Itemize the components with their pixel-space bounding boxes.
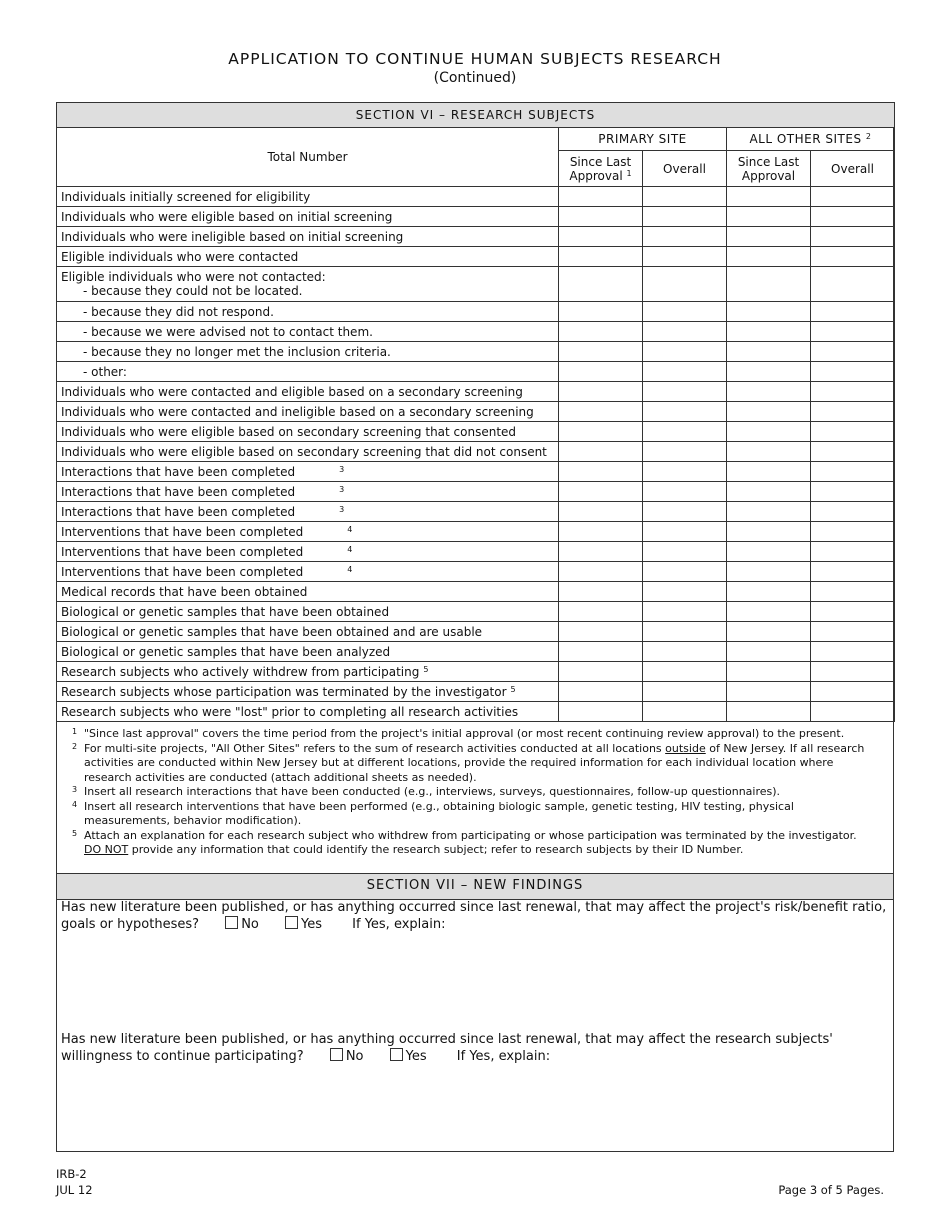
other-since-last-cell[interactable]	[727, 267, 811, 302]
row-label: - because we were advised not to contact them.	[57, 322, 559, 342]
q1-no-checkbox[interactable]	[225, 916, 238, 929]
row-label: - other:	[57, 362, 559, 382]
page-title: APPLICATION TO CONTINUE HUMAN SUBJECTS RESEARCH	[228, 50, 722, 68]
table-row	[57, 562, 895, 582]
table-row	[57, 322, 895, 342]
other-since-last-cell[interactable]	[727, 482, 811, 502]
other-overall-cell[interactable]	[811, 582, 895, 602]
other-since-last-cell[interactable]	[727, 642, 811, 662]
primary-overall-cell[interactable]	[643, 582, 727, 602]
table-row	[57, 622, 895, 642]
other-since-last-cell[interactable]	[727, 247, 811, 267]
primary-since-last-cell[interactable]	[559, 462, 643, 482]
table-row	[57, 442, 895, 462]
table-row	[57, 227, 895, 247]
primary-since-last-cell[interactable]	[559, 522, 643, 542]
research-subjects-table	[56, 102, 895, 722]
other-overall-cell[interactable]	[811, 602, 895, 622]
row-label: Individuals who were contacted and eligible based on a secondary screening	[57, 382, 559, 402]
footnote-1: 1 "Since last approval" covers the time period from the project's initial approval (or most recent continuing review approval) to the present.	[72, 727, 845, 740]
primary-since-last-cell[interactable]	[559, 482, 643, 502]
other-overall-cell[interactable]	[811, 227, 895, 247]
other-overall-cell[interactable]	[811, 267, 895, 302]
form-id: IRB-2	[56, 1167, 87, 1181]
primary-since-last-cell[interactable]	[559, 302, 643, 322]
form-frame	[56, 102, 894, 1152]
other-since-last-cell[interactable]	[727, 227, 811, 247]
table-row	[57, 582, 895, 602]
other-overall-cell[interactable]	[811, 562, 895, 582]
primary-overall-cell[interactable]	[643, 302, 727, 322]
other-overall-cell[interactable]	[811, 322, 895, 342]
other-overall-cell[interactable]	[811, 662, 895, 682]
other-since-last-cell[interactable]	[727, 682, 811, 702]
other-since-last-cell[interactable]	[727, 462, 811, 482]
table-row	[57, 402, 895, 422]
table-row	[57, 702, 895, 722]
row-label: Eligible individuals who were contacted	[57, 247, 559, 267]
footnote-4: 4 Insert all research interventions that have been performed (e.g., obtaining biologic sample, genetic testing, HIV testing, physical measurements, behavior modification).	[72, 799, 794, 827]
primary-since-last-cell[interactable]	[559, 702, 643, 722]
primary-overall-cell[interactable]	[643, 362, 727, 382]
primary-since-last-cell[interactable]	[559, 682, 643, 702]
row-label: - because they no longer met the inclusion criteria.	[57, 342, 559, 362]
page-number: Page 3 of 5 Pages.	[778, 1183, 884, 1197]
row-label: Individuals who were contacted and ineligible based on a secondary screening	[57, 402, 559, 422]
other-overall-cell[interactable]	[811, 362, 895, 382]
primary-overall-cell[interactable]	[643, 622, 727, 642]
other-since-last-cell[interactable]	[727, 602, 811, 622]
q2-no-checkbox[interactable]	[330, 1048, 343, 1061]
other-overall-cell[interactable]	[811, 422, 895, 442]
primary-overall-cell[interactable]	[643, 187, 727, 207]
primary-overall-cell[interactable]	[643, 267, 727, 302]
primary-overall-cell[interactable]	[643, 422, 727, 442]
primary-overall-cell[interactable]	[643, 602, 727, 622]
row-label: Biological or genetic samples that have been obtained and are usable	[57, 622, 559, 642]
table-row	[57, 187, 895, 207]
primary-site-header: PRIMARY SITE	[559, 128, 727, 151]
primary-since-last-cell[interactable]	[559, 422, 643, 442]
primary-since-last-cell[interactable]	[559, 187, 643, 207]
footnotes	[57, 727, 893, 858]
row-label: Interventions that have been completed $^4$	[57, 522, 559, 542]
row-label: Individuals initially screened for eligibility	[57, 187, 559, 207]
row-label: Research subjects who were "lost" prior to completing all research activities	[57, 702, 559, 722]
q2-yes-checkbox[interactable]	[390, 1048, 403, 1061]
primary-since-last-cell[interactable]	[559, 227, 643, 247]
footnote-3: 3 Insert all research interactions that have been conducted (e.g., interviews, surveys, questionnaires, follow-up questionnaires).	[72, 785, 781, 798]
page-subtitle: (Continued)	[433, 70, 517, 86]
other-overall-cell[interactable]	[811, 462, 895, 482]
row-label: Biological or genetic samples that have been obtained	[57, 602, 559, 622]
other-overall-cell[interactable]	[811, 522, 895, 542]
other-overall-cell[interactable]	[811, 642, 895, 662]
primary-overall-cell[interactable]	[643, 522, 727, 542]
other-overall-cell[interactable]	[811, 442, 895, 462]
table-row	[57, 522, 895, 542]
primary-since-last-cell[interactable]	[559, 207, 643, 227]
primary-overall-cell[interactable]	[643, 442, 727, 462]
form-date: JUL 12	[56, 1183, 93, 1197]
other-sites-header: ALL OTHER SITES $^2$	[727, 128, 895, 151]
primary-overall-cell[interactable]	[643, 542, 727, 562]
other-overall-cell[interactable]	[811, 542, 895, 562]
other-overall-cell[interactable]	[811, 342, 895, 362]
section-6-header: SECTION VI – RESEARCH SUBJECTS	[57, 103, 895, 128]
table-row	[57, 542, 895, 562]
table-row	[57, 382, 895, 402]
other-since-last-cell[interactable]	[727, 302, 811, 322]
row-label: Research subjects who actively withdrew from participating $^5$	[57, 662, 559, 682]
primary-since-last-cell[interactable]	[559, 622, 643, 642]
row-label: Interventions that have been completed $^4$	[57, 562, 559, 582]
other-overall-cell[interactable]	[811, 682, 895, 702]
other-overall-cell[interactable]	[811, 247, 895, 267]
primary-since-last-cell[interactable]	[559, 602, 643, 622]
primary-overall-cell[interactable]	[643, 562, 727, 582]
other-overall-cell[interactable]	[811, 402, 895, 422]
table-row	[57, 207, 895, 227]
form-id-block	[56, 1166, 93, 1198]
primary-since-last-cell[interactable]	[559, 502, 643, 522]
total-number-header: Total Number	[57, 128, 559, 187]
table-row	[57, 247, 895, 267]
other-overall-cell[interactable]	[811, 382, 895, 402]
primary-overall-cell[interactable]	[643, 227, 727, 247]
primary-overall-cell[interactable]	[643, 642, 727, 662]
other-since-last-cell[interactable]	[727, 542, 811, 562]
table-row	[57, 302, 895, 322]
other-since-last-cell[interactable]	[727, 422, 811, 442]
table-row	[57, 682, 895, 702]
primary-since-last-cell[interactable]	[559, 582, 643, 602]
primary-overall-cell[interactable]	[643, 462, 727, 482]
primary-overall-cell[interactable]	[643, 502, 727, 522]
other-since-last-cell[interactable]	[727, 622, 811, 642]
row-label: Individuals who were eligible based on secondary screening that consented	[57, 422, 559, 442]
primary-overall-cell[interactable]	[643, 402, 727, 422]
question-risk-benefit: Has new literature been published, or has anything occurred since last renewal, that may affect the project's risk/benefit ratio, goals or hypotheses? No Yes If Yes, explain:	[61, 900, 887, 932]
other-since-last-cell[interactable]	[727, 402, 811, 422]
primary-since-last-cell[interactable]	[559, 247, 643, 267]
other-overall-cell[interactable]	[811, 622, 895, 642]
primary-since-last-cell[interactable]	[559, 562, 643, 582]
row-label: Interactions that have been completed $^3$	[57, 482, 559, 502]
primary-since-last-cell[interactable]	[559, 542, 643, 562]
table-row	[57, 482, 895, 502]
other-since-last-cell[interactable]	[727, 662, 811, 682]
primary-since-last-header: Since Last Approval $^1$	[559, 151, 643, 187]
row-label: Interventions that have been completed $^4$	[57, 542, 559, 562]
primary-since-last-cell[interactable]	[559, 267, 643, 302]
other-since-last-cell[interactable]	[727, 207, 811, 227]
other-since-last-cell[interactable]	[727, 187, 811, 207]
primary-overall-cell[interactable]	[643, 342, 727, 362]
other-since-last-cell[interactable]	[727, 322, 811, 342]
other-overall-header: Overall	[811, 151, 895, 187]
primary-since-last-cell[interactable]	[559, 402, 643, 422]
primary-overall-cell[interactable]	[643, 482, 727, 502]
table-row	[57, 642, 895, 662]
row-label: Research subjects whose participation was terminated by the investigator $^5$	[57, 682, 559, 702]
other-since-last-cell[interactable]	[727, 702, 811, 722]
footnote-2: 2 For multi-site projects, "All Other Sites" refers to the sum of research activities conducted at all locations outside of New Jersey. If all research activities are conducted within New Jersey but at different locations, provide the required information for each individual location where research activities are conducted (attach additional sheets as needed).	[72, 741, 865, 784]
other-overall-cell[interactable]	[811, 702, 895, 722]
row-label: Interactions that have been completed $^3$	[57, 502, 559, 522]
primary-overall-cell[interactable]	[643, 662, 727, 682]
other-since-last-cell[interactable]	[727, 582, 811, 602]
other-since-last-header: Since Last Approval	[727, 151, 811, 187]
primary-overall-cell[interactable]	[643, 682, 727, 702]
q1-yes-checkbox[interactable]	[285, 916, 298, 929]
table-row	[57, 422, 895, 442]
footnote-5: 5 Attach an explanation for each research subject who withdrew from participating or whose participation was terminated by the investigator. DO NOT provide any information that could identify the research subject; refer to research subjects by their ID Number.	[72, 828, 857, 856]
primary-overall-cell[interactable]	[643, 322, 727, 342]
primary-since-last-cell[interactable]	[559, 342, 643, 362]
table-row	[57, 362, 895, 382]
other-since-last-cell[interactable]	[727, 562, 811, 582]
table-row	[57, 502, 895, 522]
other-since-last-cell[interactable]	[727, 342, 811, 362]
row-label: - because they did not respond.	[57, 302, 559, 322]
primary-since-last-cell[interactable]	[559, 662, 643, 682]
other-overall-cell[interactable]	[811, 502, 895, 522]
question-willingness: Has new literature been published, or has anything occurred since last renewal, that may affect the research subjects' willingness to continue participating? No Yes If Yes, explain:	[61, 1032, 833, 1064]
primary-since-last-cell[interactable]	[559, 362, 643, 382]
primary-overall-header: Overall	[643, 151, 727, 187]
primary-since-last-cell[interactable]	[559, 322, 643, 342]
table-row	[57, 662, 895, 682]
row-label: Individuals who were ineligible based on initial screening	[57, 227, 559, 247]
primary-since-last-cell[interactable]	[559, 382, 643, 402]
table-row	[57, 602, 895, 622]
other-since-last-cell[interactable]	[727, 362, 811, 382]
primary-overall-cell[interactable]	[643, 247, 727, 267]
row-label: Individuals who were eligible based on initial screening	[57, 207, 559, 227]
other-overall-cell[interactable]	[811, 482, 895, 502]
primary-since-last-cell[interactable]	[559, 442, 643, 462]
other-overall-cell[interactable]	[811, 302, 895, 322]
other-overall-cell[interactable]	[811, 187, 895, 207]
row-label: Individuals who were eligible based on secondary screening that did not consent	[57, 442, 559, 462]
row-label: Biological or genetic samples that have been analyzed	[57, 642, 559, 662]
table-row	[57, 267, 895, 302]
primary-since-last-cell[interactable]	[559, 642, 643, 662]
primary-overall-cell[interactable]	[643, 382, 727, 402]
primary-overall-cell[interactable]	[643, 207, 727, 227]
table-row	[57, 342, 895, 362]
other-since-last-cell[interactable]	[727, 502, 811, 522]
table-row	[57, 462, 895, 482]
other-since-last-cell[interactable]	[727, 442, 811, 462]
row-label: Medical records that have been obtained	[57, 582, 559, 602]
row-label: Eligible individuals who were not contacted: - because they could not be located.	[57, 267, 559, 302]
other-since-last-cell[interactable]	[727, 522, 811, 542]
primary-overall-cell[interactable]	[643, 702, 727, 722]
row-label: Interactions that have been completed $^3$	[57, 462, 559, 482]
section-7-header: SECTION VII – NEW FINDINGS	[57, 873, 893, 900]
other-since-last-cell[interactable]	[727, 382, 811, 402]
other-overall-cell[interactable]	[811, 207, 895, 227]
